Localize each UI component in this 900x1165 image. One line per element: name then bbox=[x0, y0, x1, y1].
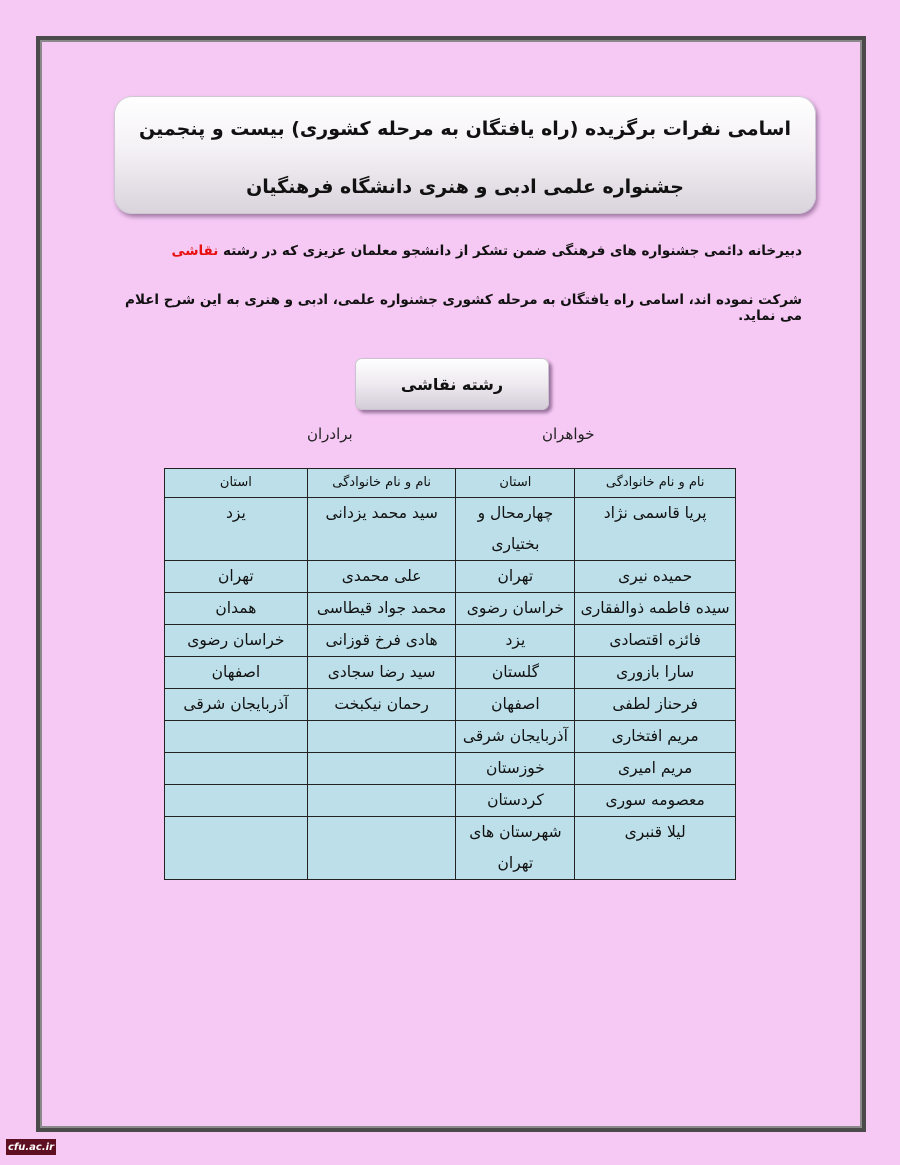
table-row bbox=[165, 817, 736, 880]
site-logo: cfu.ac.ir bbox=[6, 1139, 56, 1155]
table-row bbox=[165, 625, 736, 657]
table-cell bbox=[307, 753, 456, 785]
table-cell: حمیده نیری bbox=[575, 561, 736, 593]
table-cell: مریم امیری bbox=[575, 753, 736, 785]
table-cell: مریم افتخاری bbox=[575, 721, 736, 753]
header-province-sisters: استان bbox=[456, 469, 575, 498]
table-cell: کردستان bbox=[456, 785, 575, 817]
table-cell: گلستان bbox=[456, 657, 575, 689]
table-row bbox=[165, 721, 736, 753]
table-cell: سیده فاطمه ذوالفقاری bbox=[575, 593, 736, 625]
table-cell bbox=[165, 785, 308, 817]
header-province-brothers: استان bbox=[165, 469, 308, 498]
intro-line-1 bbox=[100, 243, 802, 259]
table-row bbox=[165, 753, 736, 785]
table-cell: اصفهان bbox=[165, 657, 308, 689]
table-row bbox=[165, 785, 736, 817]
table-cell bbox=[307, 817, 456, 880]
table-header-row bbox=[165, 469, 736, 498]
sisters-label: خواهران bbox=[542, 425, 595, 443]
table-cell: سید رضا سجادی bbox=[307, 657, 456, 689]
table-row bbox=[165, 498, 736, 561]
table-cell: شهرستان های تهران bbox=[456, 817, 575, 880]
table-cell: معصومه سوری bbox=[575, 785, 736, 817]
title-banner bbox=[114, 96, 816, 214]
table-cell: خراسان رضوی bbox=[456, 593, 575, 625]
title-line-2: جشنواره علمی ادبی و هنری دانشگاه فرهنگیان bbox=[246, 176, 684, 198]
table-cell: رحمان نیکبخت bbox=[307, 689, 456, 721]
table-cell: لیلا قنبری bbox=[575, 817, 736, 880]
field-heading: رشته نقاشی bbox=[355, 358, 549, 410]
table-cell: اصفهان bbox=[456, 689, 575, 721]
table-row bbox=[165, 657, 736, 689]
intro-highlight: نقاشی bbox=[171, 243, 219, 259]
table-cell: سارا بازوری bbox=[575, 657, 736, 689]
table-cell: فائزه اقتصادی bbox=[575, 625, 736, 657]
winners-table bbox=[164, 468, 736, 880]
table-cell bbox=[165, 817, 308, 880]
table-row bbox=[165, 689, 736, 721]
table-cell: آذربایجان شرقی bbox=[456, 721, 575, 753]
table-row bbox=[165, 561, 736, 593]
table-row bbox=[165, 593, 736, 625]
table-cell: تهران bbox=[165, 561, 308, 593]
table-cell: خراسان رضوی bbox=[165, 625, 308, 657]
table-cell: آذربایجان شرقی bbox=[165, 689, 308, 721]
table-cell bbox=[165, 753, 308, 785]
table-cell: یزد bbox=[456, 625, 575, 657]
table-cell: همدان bbox=[165, 593, 308, 625]
header-name-sisters: نام و نام خانوادگی bbox=[575, 469, 736, 498]
table-cell: تهران bbox=[456, 561, 575, 593]
header-name-brothers: نام و نام خانوادگی bbox=[307, 469, 456, 498]
table-cell: چهارمحال و بختیاری bbox=[456, 498, 575, 561]
table-cell: محمد جواد قیطاسی bbox=[307, 593, 456, 625]
table-cell: خوزستان bbox=[456, 753, 575, 785]
title-line-1: اسامی نفرات برگزیده (راه یافتگان به مرحله کشوری) بیست و پنجمین bbox=[139, 118, 791, 140]
brothers-label: برادران bbox=[307, 425, 353, 443]
table-cell: یزد bbox=[165, 498, 308, 561]
table-cell: فرحناز لطفی bbox=[575, 689, 736, 721]
intro-text: دبیرخانه دائمی جشنواره های فرهنگی ضمن تشکر از دانشجو معلمان عزیزی که در رشته bbox=[218, 243, 802, 259]
intro-line-2: شرکت نموده اند، اسامی راه یافتگان به مرحله کشوری جشنواره علمی، ادبی و هنری به این شرح اعلام می نماید. bbox=[125, 292, 802, 324]
table-cell: سید محمد یزدانی bbox=[307, 498, 456, 561]
table-cell bbox=[307, 785, 456, 817]
table-cell: هادی فرخ قوزانی bbox=[307, 625, 456, 657]
table-cell: پریا قاسمی نژاد bbox=[575, 498, 736, 561]
table-cell bbox=[165, 721, 308, 753]
table-cell: علی محمدی bbox=[307, 561, 456, 593]
table-cell bbox=[307, 721, 456, 753]
